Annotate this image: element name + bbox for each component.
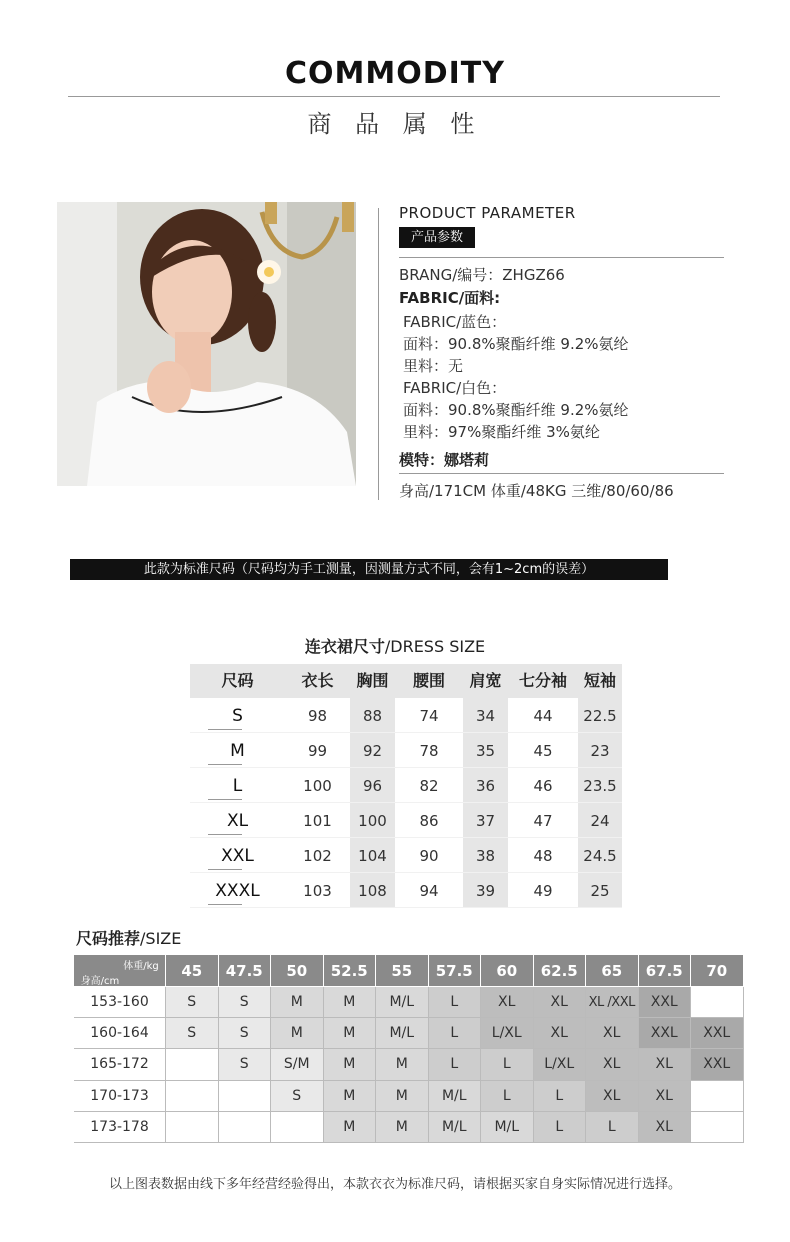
size-recommend-cell: L [429, 1018, 482, 1049]
size-recommend-cell: XXL [691, 1049, 744, 1080]
dress-size-title [0, 634, 790, 657]
size-recommend-cell: L [429, 1049, 482, 1080]
dress-size-label: L [232, 776, 243, 796]
dress-cell: 102 [303, 847, 332, 865]
dress-size-label: XXXL [215, 881, 260, 901]
size-recommend-cell: L/XL [481, 1018, 534, 1049]
weight-header-cell: 67.5 [639, 955, 692, 987]
dress-cell: 100 [303, 777, 332, 795]
page-title: COMMODITY [285, 56, 505, 91]
size-recommend-cell: XL [639, 1112, 692, 1143]
size-recommend-cell [219, 1081, 272, 1112]
dress-cell: 82 [419, 777, 439, 795]
weight-header-cell: 60 [481, 955, 534, 987]
size-recommend-title-cn: 尺码推荐 [76, 929, 141, 948]
dress-cell: 99 [307, 742, 328, 760]
size-recommend-cell: M/L [481, 1112, 534, 1143]
size-recommend-cell [271, 1112, 324, 1143]
dress-cell: 22.5 [583, 707, 617, 725]
size-recommend-cell: XL [534, 1018, 587, 1049]
size-recommend-cell [166, 1081, 219, 1112]
dress-cell: 108 [358, 882, 387, 900]
dress-size-table [190, 664, 622, 908]
dress-cell: 74 [419, 707, 439, 725]
dress-cell: 44 [533, 707, 553, 725]
dress-header-cell: 七分袖 [518, 671, 567, 690]
size-recommend-cell: M [324, 1081, 377, 1112]
dress-cell: 49 [533, 882, 553, 900]
size-recommend-cell: M [376, 1112, 429, 1143]
fabric-heading: FABRIC/面料: [399, 289, 501, 307]
size-recommend-cell: S [219, 987, 272, 1018]
dress-size-underline [208, 834, 242, 835]
header-divider [68, 96, 720, 97]
size-recommend-cell [691, 1081, 744, 1112]
dress-cell: 100 [358, 812, 387, 830]
dress-header-cell: 腰围 [412, 671, 445, 690]
size-recommend-cell: S [166, 1018, 219, 1049]
size-recommend-cell: XL [586, 1081, 639, 1112]
page-subtitle: 商 品 属 性 [307, 110, 483, 138]
footer-note: 以上图表数据由线下多年经营经验得出，本款衣衣为标准尺码，请根据买家自身实际情况进行选择。 [108, 1177, 681, 1192]
weight-header-cell: 57.5 [429, 955, 482, 987]
size-recommend-title-en: /SIZE [140, 929, 182, 948]
height-row-label: 165-172 [74, 1049, 166, 1080]
size-recommend-cell [166, 1112, 219, 1143]
dress-cell: 94 [419, 882, 439, 900]
weight-header-cell: 50 [271, 955, 324, 987]
size-notice-bar: 此款为标准尺码（尺码均为手工测量，因测量方式不同，会有1~2cm的误差） [70, 559, 668, 580]
weight-header-cell: 62.5 [534, 955, 587, 987]
dress-cell: 39 [475, 882, 496, 900]
parameter-title: PRODUCT PARAMETER [399, 204, 576, 222]
dress-size-label: M [230, 741, 245, 761]
weight-header-cell: 47.5 [219, 955, 272, 987]
dress-size-label: XL [226, 811, 249, 831]
size-recommend-cell [166, 1049, 219, 1080]
dress-cell: 35 [475, 742, 496, 760]
fabric-blue-shell: 面料：90.8%聚酯纤维 9.2%氨纶 [403, 335, 629, 353]
size-recommend-title [76, 926, 181, 949]
size-recommend-cell: L/XL [534, 1049, 587, 1080]
size-recommend-cell: XL [586, 1018, 639, 1049]
dress-cell: 47 [533, 812, 553, 830]
size-recommend-cell: M [324, 1049, 377, 1080]
dress-cell: 37 [475, 812, 496, 830]
size-recommend-cell: L [481, 1049, 534, 1080]
dress-cell: 25 [590, 882, 610, 900]
size-recommend-cell: XL [534, 987, 587, 1018]
size-recommend-cell: L [534, 1081, 587, 1112]
height-row-label: 160-164 [74, 1018, 166, 1049]
size-recommend-cell: XL [481, 987, 534, 1018]
size-recommend-cell: M [324, 1112, 377, 1143]
dress-size-underline [208, 904, 242, 905]
dress-cell: 78 [419, 742, 439, 760]
fabric-blue-lining: 里料：无 [403, 357, 464, 375]
model-stats: 身高/171CM 体重/48KG 三维/80/60/86 [399, 482, 674, 500]
dress-cell: 24.5 [583, 847, 617, 865]
size-recommend-cell: M [376, 1049, 429, 1080]
dress-size-title-cn: 连衣裙尺寸 [304, 637, 385, 656]
size-recommend-cell: M/L [376, 987, 429, 1018]
fabric-blue-heading: FABRIC/蓝色： [403, 313, 507, 331]
vertical-divider [378, 208, 379, 500]
weight-header-cell: 45 [166, 955, 219, 987]
dress-cell: 48 [533, 847, 553, 865]
dress-size-label: XXL [221, 846, 254, 866]
size-recommend-cell: M [324, 987, 377, 1018]
dress-size-underline [208, 764, 242, 765]
size-recommend-cell: S [219, 1049, 272, 1080]
height-row-label: 170-173 [74, 1081, 166, 1112]
size-recommend-cell: M/L [429, 1081, 482, 1112]
dress-header-cell: 衣长 [301, 671, 334, 690]
dress-cell: 96 [362, 777, 383, 795]
height-axis-label: 身高/cm [80, 976, 120, 987]
fabric-white-heading: FABRIC/白色： [403, 379, 507, 397]
size-recommend-cell: S [271, 1081, 324, 1112]
dress-cell: 23.5 [583, 777, 617, 795]
dress-header-cell: 胸围 [356, 671, 389, 690]
dress-header-cell: 肩宽 [469, 671, 502, 690]
size-recommend-cell: L [429, 987, 482, 1018]
dress-cell: 104 [358, 847, 387, 865]
dress-size-underline [208, 729, 242, 730]
weight-header-cell: 65 [586, 955, 639, 987]
parameter-divider [399, 473, 724, 474]
size-recommend-cell [691, 987, 744, 1018]
size-recommend-cell: M/L [376, 1018, 429, 1049]
size-recommend-cell [219, 1112, 272, 1143]
dress-cell: 98 [307, 707, 328, 725]
height-row-label: 173-178 [74, 1112, 166, 1143]
dress-header-cell: 短袖 [583, 671, 616, 690]
dress-cell: 88 [362, 707, 383, 725]
model-heading: 模特：娜塔莉 [399, 451, 490, 469]
size-recommend-cell: S [166, 987, 219, 1018]
size-recommend-cell: L [586, 1112, 639, 1143]
dress-cell: 86 [419, 812, 439, 830]
dress-size-underline [208, 799, 242, 800]
size-recommend-cell: M [324, 1018, 377, 1049]
dress-cell: 46 [533, 777, 553, 795]
weight-header-cell: 70 [691, 955, 744, 987]
dress-size-title-en: /DRESS SIZE [384, 637, 486, 656]
size-recommend-cell: L [481, 1081, 534, 1112]
brand-code: BRANG/编号：ZHGZ66 [399, 266, 565, 284]
size-recommend-cell [691, 1112, 744, 1143]
size-recommend-cell: XXL [691, 1018, 744, 1049]
weight-header-cell: 55 [376, 955, 429, 987]
size-recommend-cell: M [271, 1018, 324, 1049]
dress-size-underline [208, 869, 242, 870]
weight-axis-label: 体重/kg [123, 961, 159, 972]
parameter-badge: 产品参数 [399, 227, 475, 248]
size-recommend-cell: XXL [639, 987, 692, 1018]
dress-cell: 24 [590, 812, 610, 830]
size-recommend-cell: S/M [271, 1049, 324, 1080]
dress-cell: 34 [475, 707, 496, 725]
dress-cell: 103 [303, 882, 332, 900]
size-recommend-cell: M/L [429, 1112, 482, 1143]
dress-cell: 36 [475, 777, 496, 795]
dress-cell: 92 [362, 742, 383, 760]
size-recommend-cell: XL /XXL [586, 987, 639, 1018]
size-recommend-cell: L [534, 1112, 587, 1143]
height-row-label: 153-160 [74, 987, 166, 1018]
size-recommend-cell: S [219, 1018, 272, 1049]
fabric-white-lining: 里料：97%聚酯纤维 3%氨纶 [403, 423, 600, 441]
dress-cell: 45 [533, 742, 553, 760]
fabric-white-shell: 面料：90.8%聚酯纤维 9.2%氨纶 [403, 401, 629, 419]
dress-cell: 101 [303, 812, 332, 830]
dress-cell: 90 [419, 847, 439, 865]
weight-header-cell: 52.5 [324, 955, 377, 987]
dress-header-cell: 尺码 [221, 671, 254, 690]
size-recommend-cell: M [271, 987, 324, 1018]
dress-cell: 38 [475, 847, 496, 865]
size-recommend-cell: XL [639, 1081, 692, 1112]
size-recommend-cell: M [376, 1081, 429, 1112]
size-recommend-cell: XL [639, 1049, 692, 1080]
size-recommend-cell: XXL [639, 1018, 692, 1049]
parameter-divider [399, 257, 724, 258]
dress-size-label: S [232, 706, 243, 726]
model-photo [57, 202, 356, 486]
dress-cell: 23 [590, 742, 610, 760]
size-recommend-table [74, 955, 734, 1143]
size-recommend-cell: XL [586, 1049, 639, 1080]
